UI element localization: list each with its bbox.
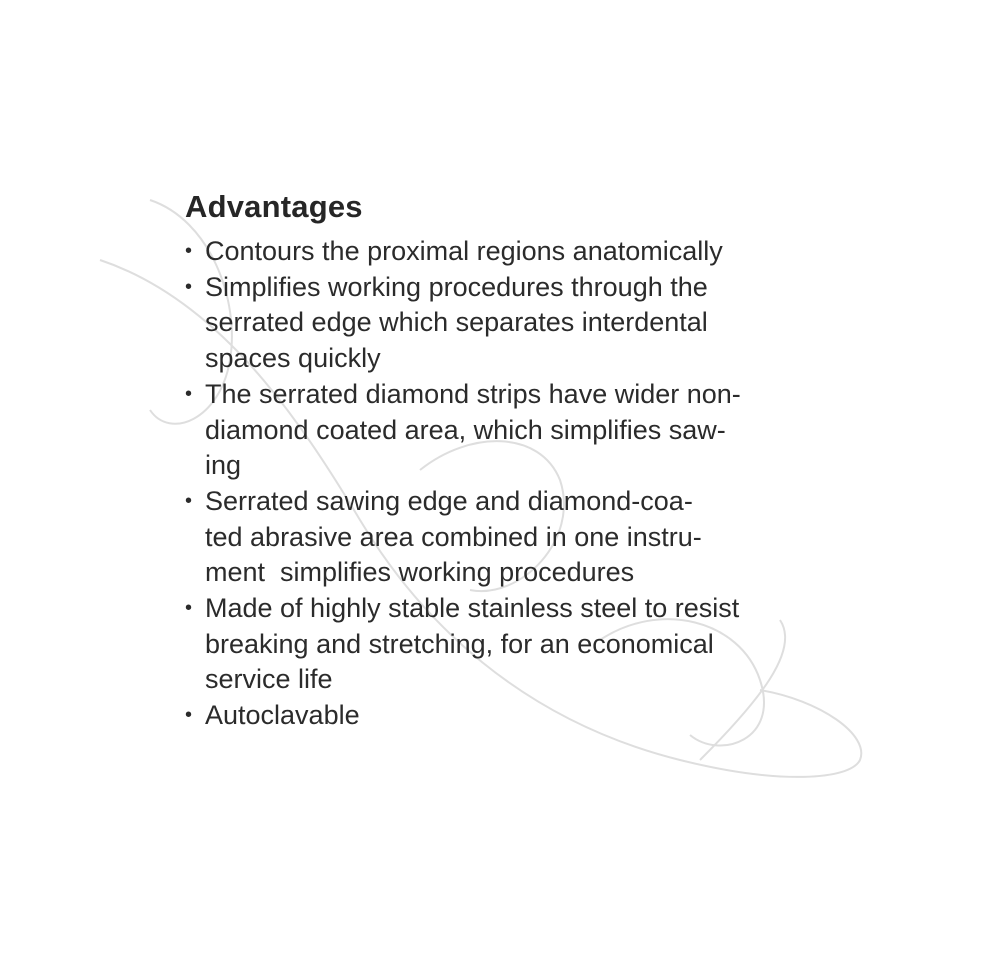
list-item-text-line: ment simplifies working procedures <box>205 557 635 588</box>
list-item <box>185 484 825 591</box>
bullet-icon: • <box>185 240 193 262</box>
list-item-text-line: spaces quickly <box>205 343 381 374</box>
section-heading: Advantages <box>185 189 363 224</box>
list-item-text-line: Made of highly stable stainless steel to resist <box>205 593 740 624</box>
list-item-text-line: service life <box>205 664 333 695</box>
bullet-icon: • <box>185 704 193 727</box>
list-item-text-line: serrated edge which separates interdental <box>205 307 708 338</box>
list-item-text-line: Contours the proximal regions anatomically <box>205 236 723 266</box>
list-item-text-line: diamond coated area, which simplifies saw- <box>205 414 726 445</box>
bullet-icon: • <box>185 489 193 512</box>
list-item-text-line: ted abrasive area combined in one instru- <box>205 521 702 552</box>
bullet-icon: • <box>185 382 193 405</box>
list-item <box>185 270 825 377</box>
advantages-list <box>185 234 825 734</box>
list-item <box>185 591 825 698</box>
list-item <box>185 698 825 734</box>
advantages-section <box>185 184 825 734</box>
bullet-icon: • <box>185 597 193 620</box>
list-item-text-line: The serrated diamond strips have wider non- <box>205 378 741 409</box>
list-item-text-line: Simplifies working procedures through the <box>205 271 708 302</box>
list-item-text-line: ing <box>205 450 242 481</box>
list-item-text-line: Autoclavable <box>205 700 360 731</box>
list-item <box>185 377 825 484</box>
bullet-icon: • <box>185 275 193 298</box>
list-item-text-line: Serrated sawing edge and diamond-coa- <box>205 485 693 516</box>
list-item <box>185 234 825 270</box>
list-item-text-line: breaking and stretching, for an economical <box>205 628 714 659</box>
